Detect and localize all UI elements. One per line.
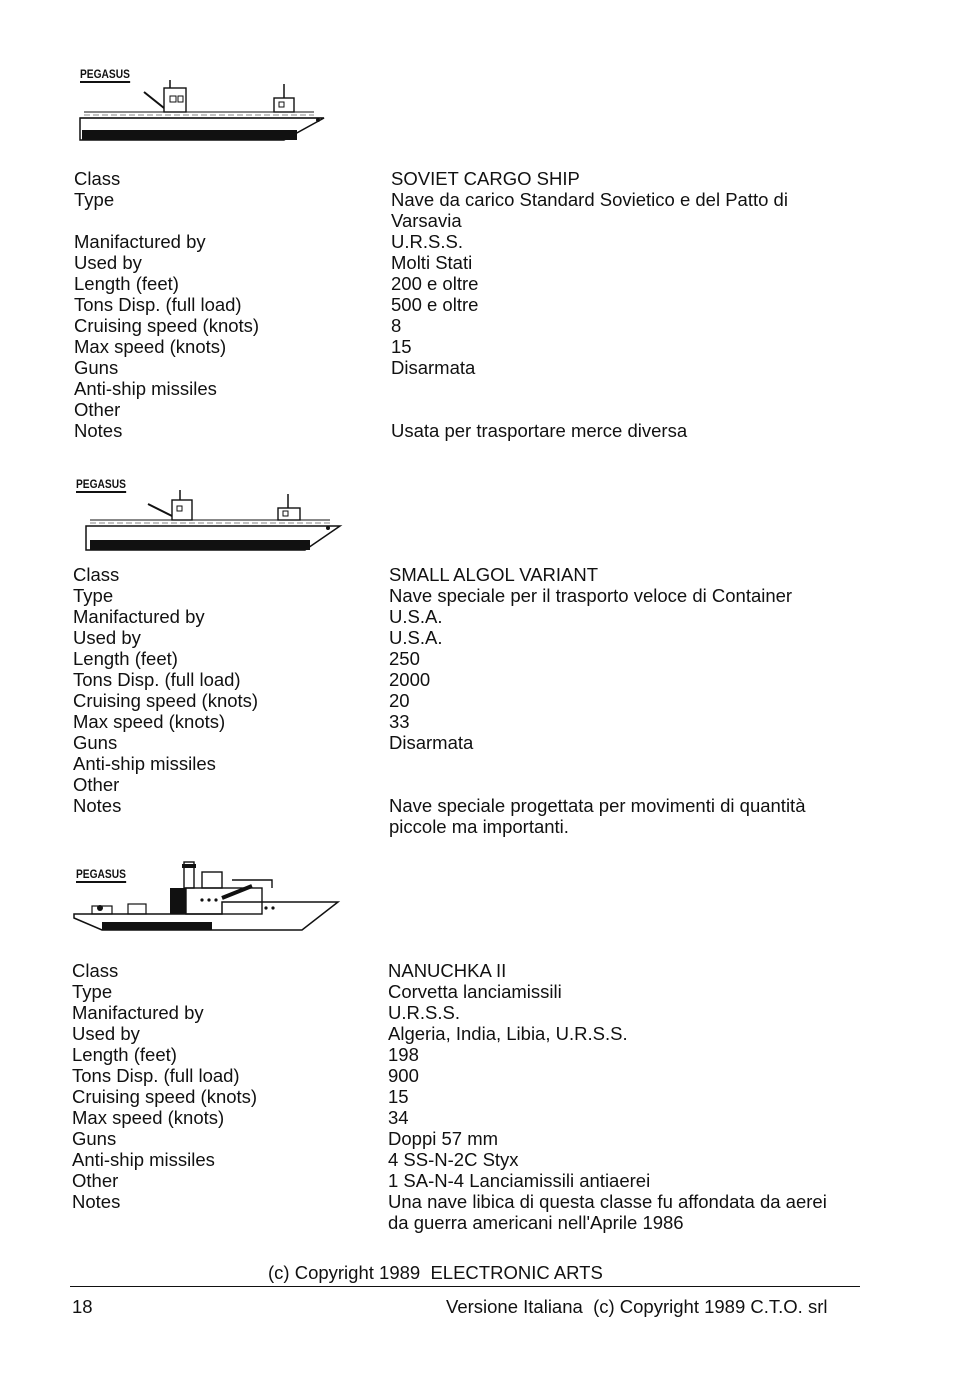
label-notes: Notes [74, 420, 123, 441]
label-max-speed: Max speed (knots) [72, 1107, 225, 1128]
label-type: Type [72, 981, 113, 1002]
value-class: NANUCHKA II [388, 960, 507, 981]
value-other: 1 SA-N-4 Lanciamissili antiaerei [388, 1170, 651, 1191]
cargo-ship-icon [74, 78, 344, 158]
label-tons: Tons Disp. (full load) [74, 294, 242, 315]
label-manufactured: Manifactured by [74, 231, 206, 252]
label-class: Class [72, 960, 119, 981]
ship-3-illustration [0, 858, 980, 948]
value-guns: Disarmata [391, 357, 476, 378]
ship-3-specs [0, 960, 980, 1233]
label-manufactured: Manifactured by [73, 606, 205, 627]
value-notes: Usata per trasportare merce diversa [391, 420, 688, 441]
label-cruising: Cruising speed (knots) [74, 315, 260, 336]
ship-2-illustration [0, 470, 980, 560]
label-used-by: Used by [74, 252, 142, 273]
label-guns: Guns [72, 1128, 117, 1149]
value-used-by: Molti Stati [391, 252, 473, 273]
pegasus-logo: PEGASUS [80, 67, 130, 81]
value-missiles: 4 SS-N-2C Styx [388, 1149, 519, 1170]
label-missiles: Anti-ship missiles [72, 1149, 215, 1170]
ship-2-specs [0, 564, 980, 837]
value-tons: 2000 [389, 669, 431, 690]
value-used-by: Algeria, India, Libia, U.R.S.S. [388, 1023, 628, 1044]
version-copyright: Versione Italiana (c) Copyright 1989 C.T.O. srl [446, 1296, 828, 1317]
value-used-by: U.S.A. [389, 627, 443, 648]
label-missiles: Anti-ship missiles [74, 378, 217, 399]
value-manufactured: U.R.S.S. [391, 231, 463, 252]
label-other: Other [74, 399, 121, 420]
ship-1-illustration [0, 60, 980, 160]
label-class: Class [74, 168, 121, 189]
value-cruising: 20 [389, 690, 410, 711]
label-other: Other [73, 774, 120, 795]
pegasus-logo: PEGASUS [76, 867, 126, 881]
label-notes: Notes [72, 1191, 121, 1212]
label-used-by: Used by [72, 1023, 140, 1044]
value-max-speed: 15 [391, 336, 412, 357]
value-notes: Nave speciale progettata per movimenti di quantità piccole ma importanti. [389, 795, 806, 837]
label-notes: Notes [73, 795, 122, 816]
label-manufactured: Manifactured by [72, 1002, 204, 1023]
label-used-by: Used by [73, 627, 141, 648]
label-length: Length (feet) [72, 1044, 177, 1065]
label-max-speed: Max speed (knots) [74, 336, 227, 357]
value-length: 250 [389, 648, 420, 669]
value-class: SOVIET CARGO SHIP [391, 168, 580, 189]
value-notes: Una nave libica di questa classe fu affondata da aerei da guerra americani nell'Aprile 1986 [388, 1191, 827, 1233]
value-tons: 500 e oltre [391, 294, 479, 315]
label-cruising: Cruising speed (knots) [72, 1086, 258, 1107]
value-max-speed: 34 [388, 1107, 409, 1128]
value-manufactured: U.R.S.S. [388, 1002, 460, 1023]
label-type: Type [74, 189, 115, 210]
value-guns: Doppi 57 mm [388, 1128, 499, 1149]
value-cruising: 15 [388, 1086, 409, 1107]
pegasus-logo: PEGASUS [76, 477, 126, 491]
value-length: 198 [388, 1044, 419, 1065]
copyright-line: (c) Copyright 1989 ELECTRONIC ARTS [268, 1262, 603, 1283]
label-type: Type [73, 585, 114, 606]
page-number: 18 [72, 1296, 93, 1317]
label-length: Length (feet) [74, 273, 179, 294]
corvette-icon [72, 858, 352, 944]
footer-divider [70, 1286, 860, 1287]
value-manufactured: U.S.A. [389, 606, 443, 627]
label-max-speed: Max speed (knots) [73, 711, 226, 732]
value-cruising: 8 [391, 315, 402, 336]
label-other: Other [72, 1170, 119, 1191]
value-type: Corvetta lanciamissili [388, 981, 562, 1002]
value-type: Nave speciale per il trasporto veloce di Container [389, 585, 793, 606]
label-guns: Guns [74, 357, 119, 378]
label-cruising: Cruising speed (knots) [73, 690, 259, 711]
value-length: 200 e oltre [391, 273, 479, 294]
label-tons: Tons Disp. (full load) [73, 669, 241, 690]
value-guns: Disarmata [389, 732, 474, 753]
value-max-speed: 33 [389, 711, 410, 732]
label-length: Length (feet) [73, 648, 178, 669]
label-tons: Tons Disp. (full load) [72, 1065, 240, 1086]
label-class: Class [73, 564, 120, 585]
label-missiles: Anti-ship missiles [73, 753, 216, 774]
ship-1-specs [0, 168, 980, 441]
value-tons: 900 [388, 1065, 419, 1086]
label-guns: Guns [73, 732, 118, 753]
value-class: SMALL ALGOL VARIANT [389, 564, 599, 585]
value-type: Nave da carico Standard Sovietico e del Patto di Varsavia [391, 189, 788, 231]
container-ship-icon [80, 486, 360, 568]
